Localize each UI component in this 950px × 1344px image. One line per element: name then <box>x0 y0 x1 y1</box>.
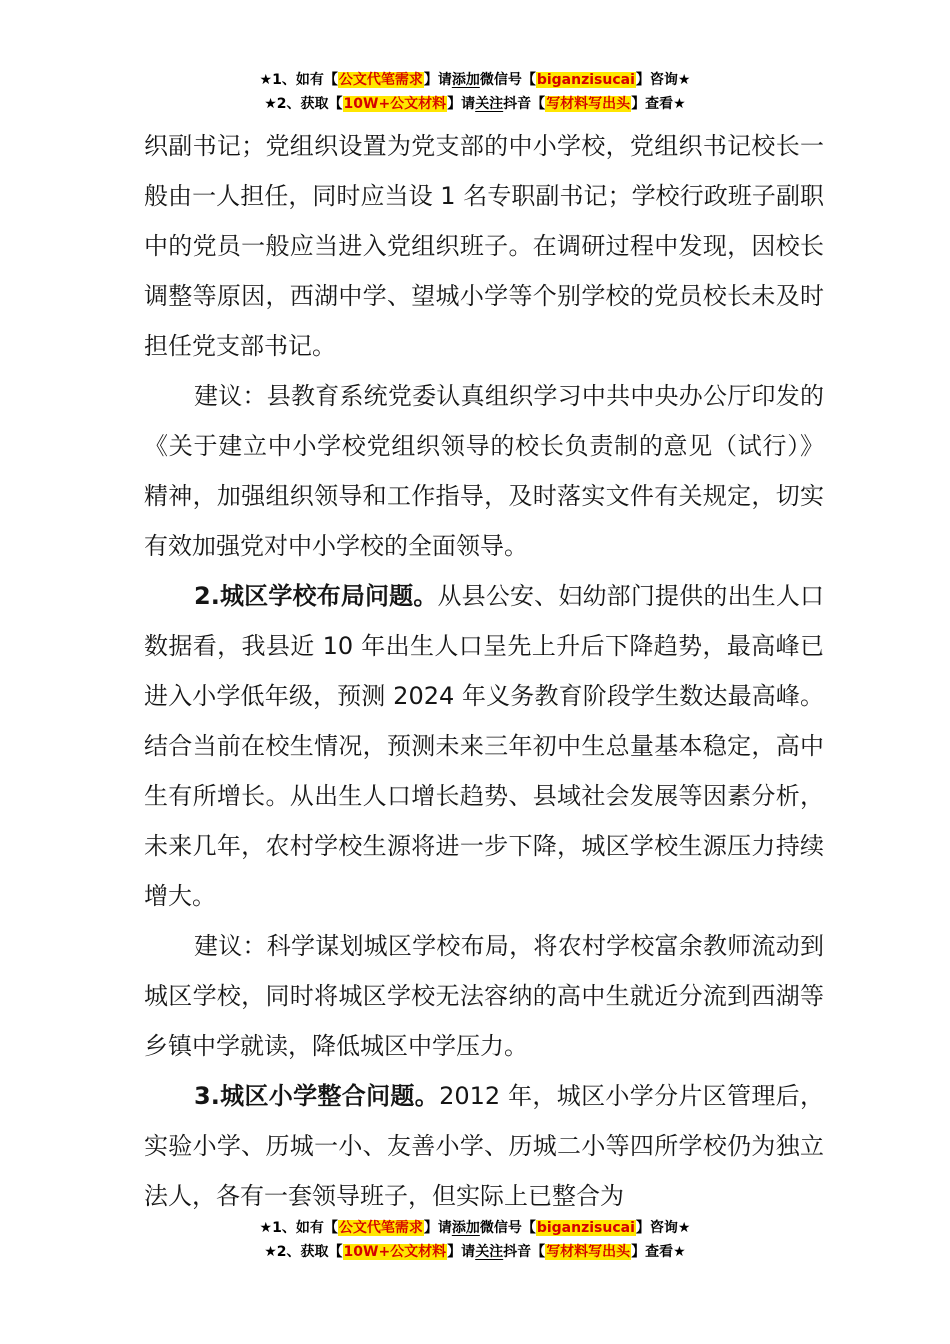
highlight-douyin-account: 写材料写出头 <box>546 96 631 112</box>
paragraph-suggestion-1: 建议：县教育系统党委认真组织学习中共中央办公厅印发的《关于建立中小学校党组织领导的校长负责制的意见（试行）》精神，加强组织领导和工作指导，及时落实文件有关规定，切实有效加强党对中小学校的全面领导。 <box>144 382 824 560</box>
section-heading-2: 2.城区学校布局问题。 <box>194 582 438 610</box>
highlight-wechat-id: biganzisucai <box>536 72 635 88</box>
header-banner <box>0 68 950 116</box>
section-heading-3: 3.城区小学整合问题。 <box>194 1082 440 1110</box>
paragraph-section-3 <box>144 1071 824 1221</box>
paragraph-continuation: 织副书记；党组织设置为党支部的中小学校，党组织书记校长一般由一人担任，同时应当设 1 名专职副书记；学校行政班子副职中的党员一般应当进入党组织班子。在调研过程中发现，因校长调整等原因，西湖中学、望城小学等个别学校的党员校长未及时担任党支部书记。 <box>144 132 824 360</box>
footer-highlight-materials: 10W+公文材料 <box>343 1244 447 1260</box>
footer-highlight-service: 公文代笔需求 <box>338 1220 423 1236</box>
section-body-3: 2012 年，城区小学分片区管理后，实验小学、历城一小、友善小学、历城二小等四所学校仍为独立法人，各有一套领导班子，但实际上已整合为 <box>144 1082 824 1210</box>
footer-banner-line-1: ★1、如有【公文代笔需求】请添加微信号【biganzisucai】咨询★ <box>259 1220 691 1236</box>
footer-banner-line-2: ★2、获取【10W+公文材料】请关注抖音【写材料写出头】查看★ <box>264 1244 686 1260</box>
banner-line-2: ★2、获取【10W+公文材料】请关注抖音【写材料写出头】查看★ <box>264 96 686 112</box>
paragraph-suggestion-2: 建议：科学谋划城区学校布局，将农村学校富余教师流动到城区学校，同时将城区学校无法容纳的高中生就近分流到西湖等乡镇中学就读，降低城区中学压力。 <box>144 932 824 1060</box>
highlight-service: 公文代笔需求 <box>338 72 423 88</box>
footer-highlight-wechat-id: biganzisucai <box>536 1220 635 1236</box>
highlight-materials: 10W+公文材料 <box>343 96 447 112</box>
section-body-2: 从县公安、妇幼部门提供的出生人口数据看，我县近 10 年出生人口呈先上升后下降趋势，最高峰已进入小学低年级，预测 2024 年义务教育阶段学生数达最高峰。结合当前在校生情况，预测未来三年初中生总量基本稳定，高中生有所增长。从出生人口增长趋势、县域社会发展等因素分析，未来几年，农村学校生源将进一步下降，城区学校生源压力持续增大。 <box>144 582 825 910</box>
paragraph-section-2 <box>144 571 824 921</box>
footer-banner <box>0 1216 950 1264</box>
footer-highlight-douyin-account: 写材料写出头 <box>546 1244 631 1260</box>
document-body <box>144 121 824 1221</box>
banner-line-1: ★1、如有【公文代笔需求】请添加微信号【biganzisucai】咨询★ <box>259 72 691 88</box>
